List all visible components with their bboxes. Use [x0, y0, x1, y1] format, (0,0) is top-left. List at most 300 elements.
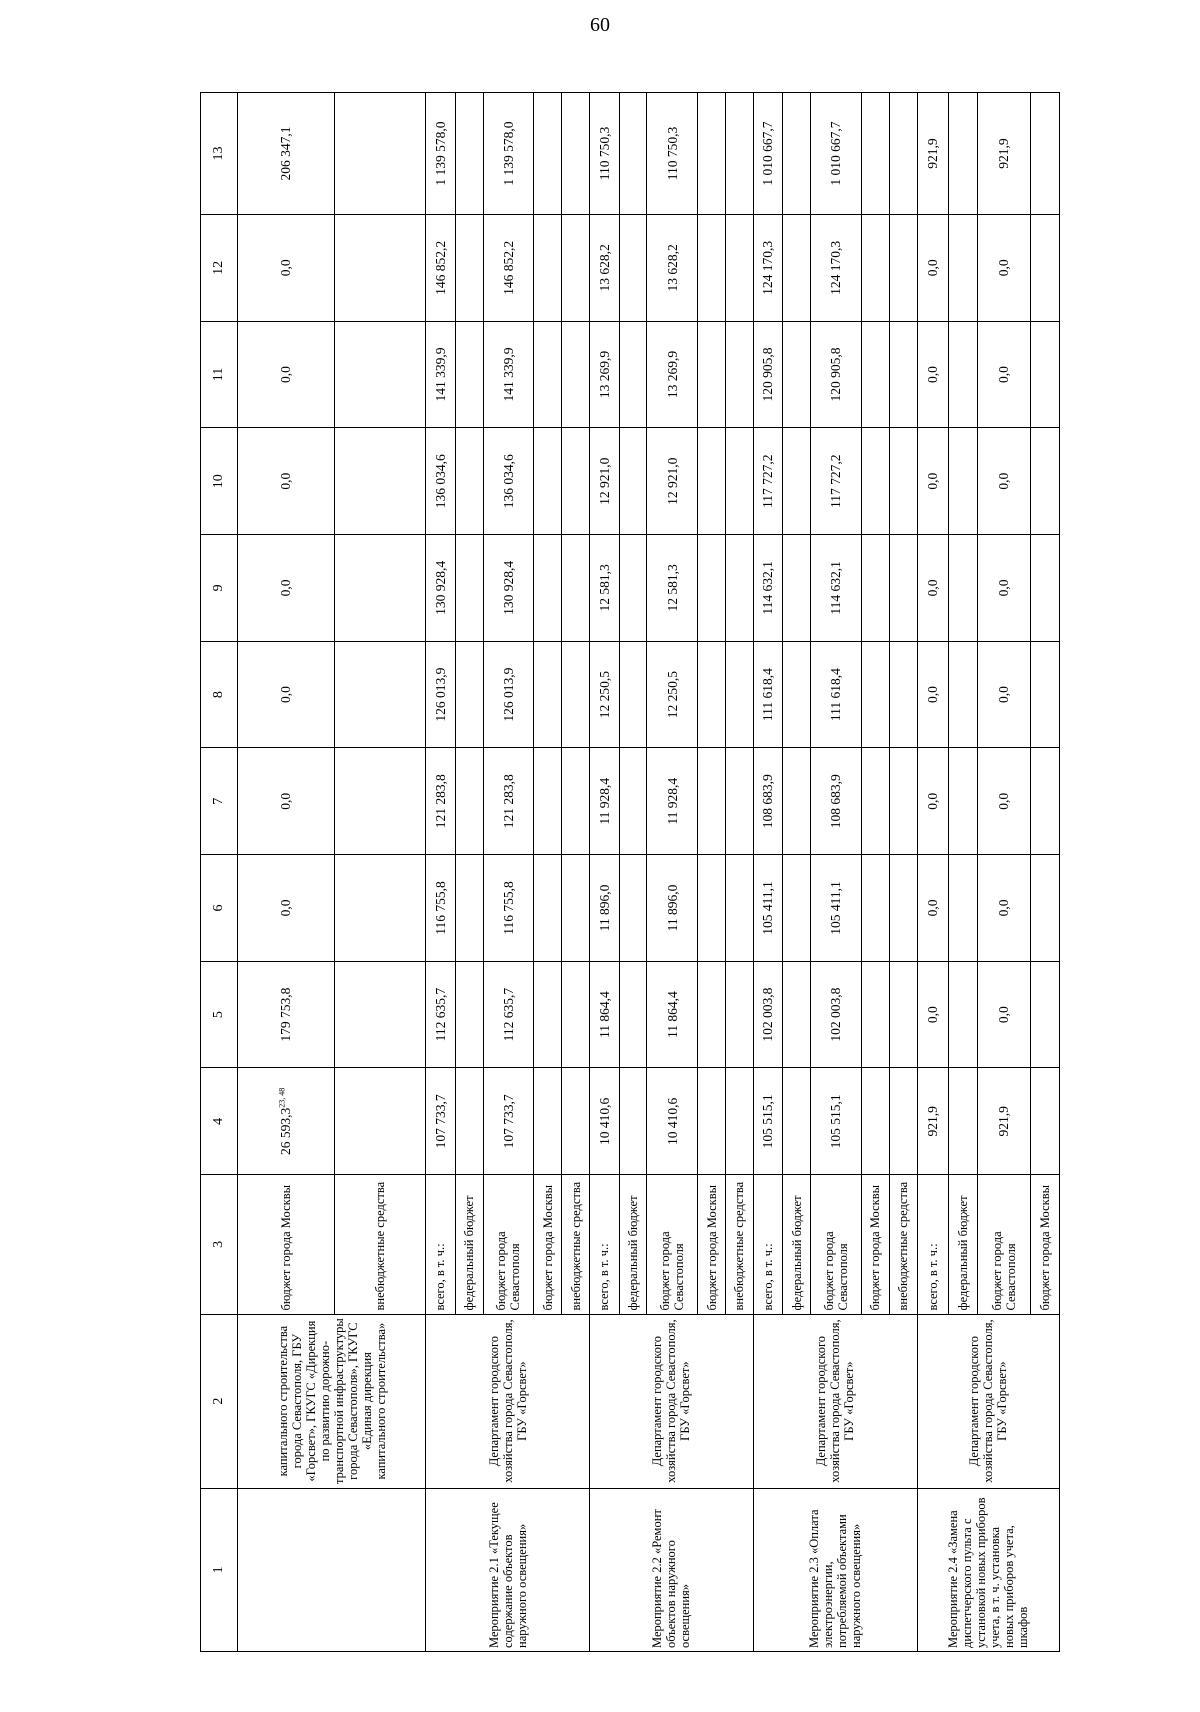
- value-cell-c5: [647, 961, 698, 1068]
- funding-source-cell: федеральный бюджет: [948, 1175, 977, 1314]
- value-cell-c8: [238, 641, 335, 748]
- value-text: 0,0: [278, 792, 294, 810]
- value-cell-c8: [948, 641, 977, 748]
- value-cell-c6: [861, 855, 889, 962]
- value-cell-c12: [889, 214, 917, 321]
- value-text: 126 013,9: [432, 667, 448, 722]
- value-cell-c12: [589, 214, 619, 321]
- column-header-11: 11: [201, 321, 238, 428]
- value-text: 206 347,1: [278, 126, 294, 181]
- value-cell-c8: [783, 641, 811, 748]
- value-text: 0,0: [996, 792, 1012, 810]
- value-cell-c11: [889, 321, 917, 428]
- value-text: 116 755,8: [432, 881, 448, 935]
- value-cell-c11: [534, 321, 562, 428]
- value-cell-c8: [811, 641, 862, 748]
- value-text: 13 269,9: [664, 350, 680, 399]
- header-row: [201, 93, 238, 1652]
- value-cell-c8: [753, 641, 783, 748]
- value-cell-c12: [619, 214, 647, 321]
- value-text: 0,0: [278, 899, 294, 917]
- value-text: 0,0: [996, 472, 1012, 490]
- value-cell-c13: [725, 93, 753, 215]
- value-text: 141 339,9: [432, 347, 448, 402]
- funding-source-cell: бюджет города Севастополя: [811, 1175, 862, 1314]
- column-header-3: 3: [201, 1175, 238, 1314]
- value-text: 921,9: [924, 138, 940, 169]
- value-cell-c4: [753, 1068, 783, 1175]
- value-cell-c6: [238, 855, 335, 962]
- funding-source-cell: всего, в т. ч.:: [426, 1175, 456, 1314]
- value-cell-c9: [238, 535, 335, 642]
- executor-cell: капитального строительства города Севастополя, ГБУ «Горсвет», ГКУГС «Дирекция по развитию дорожно-транспортной инфраструктуры города Севастополя», ГКУГС «Единая дирекция капитального строительства»: [238, 1314, 426, 1488]
- value-text: 105 515,1: [760, 1094, 776, 1149]
- value-cell-c13: [238, 93, 335, 215]
- value-text: 0,0: [924, 366, 940, 383]
- value-cell-c12: [455, 214, 483, 321]
- value-cell-c4: [483, 1068, 534, 1175]
- value-cell-c8: [562, 641, 590, 748]
- value-cell-c4: [589, 1068, 619, 1175]
- value-cell-c7: [238, 748, 335, 855]
- value-cell-c13: [783, 93, 811, 215]
- value-text: 105 515,1: [828, 1094, 844, 1149]
- value-cell-c9: [861, 535, 889, 642]
- funding-source-cell: бюджет города Москвы: [1030, 1175, 1059, 1314]
- value-cell-c7: [589, 748, 619, 855]
- value-cell-c10: [861, 428, 889, 535]
- measure-title-cell: [238, 1488, 426, 1651]
- value-cell-c6: [753, 855, 783, 962]
- value-cell-c4: [977, 1068, 1030, 1175]
- value-text: 921,9: [996, 1106, 1012, 1137]
- value-text: 0,0: [924, 792, 940, 810]
- value-cell-c4: [698, 1068, 726, 1175]
- value-cell-c13: [534, 93, 562, 215]
- value-cell-c9: [917, 535, 948, 642]
- value-cell-c6: [619, 855, 647, 962]
- value-cell-c13: [335, 93, 426, 215]
- funding-source-cell: всего, в т. ч.:: [753, 1175, 783, 1314]
- value-text: 121 283,8: [500, 774, 516, 829]
- value-cell-c6: [647, 855, 698, 962]
- value-text: 0,0: [278, 259, 294, 277]
- value-text: 108 683,9: [760, 774, 776, 829]
- value-cell-c5: [562, 961, 590, 1068]
- value-cell-c9: [335, 535, 426, 642]
- value-text: 130 928,4: [500, 560, 516, 615]
- value-cell-c13: [647, 93, 698, 215]
- value-text: 116 755,8: [500, 881, 516, 935]
- value-text: 12 250,5: [664, 670, 680, 719]
- value-cell-c8: [534, 641, 562, 748]
- table-row: [426, 93, 456, 1652]
- value-cell-c12: [811, 214, 862, 321]
- value-text: 105 411,1: [828, 881, 844, 935]
- value-cell-c5: [861, 961, 889, 1068]
- value-cell-c5: [619, 961, 647, 1068]
- value-text: 1 010 667,7: [828, 121, 844, 186]
- value-cell-c5: [238, 961, 335, 1068]
- value-cell-c11: [753, 321, 783, 428]
- value-text: 10 410,6: [596, 1097, 612, 1145]
- value-text: 0,0: [278, 366, 294, 383]
- value-text: 105 411,1: [760, 881, 776, 935]
- value-cell-c10: [783, 428, 811, 535]
- funding-source-cell: бюджет города Москвы: [861, 1175, 889, 1314]
- value-text: 12 921,0: [596, 457, 612, 505]
- value-cell-c12: [335, 214, 426, 321]
- column-header-2: 2: [201, 1314, 238, 1488]
- value-text: 0,0: [924, 1006, 940, 1024]
- value-cell-c12: [917, 214, 948, 321]
- value-cell-c4: [238, 1068, 335, 1175]
- value-cell-c12: [753, 214, 783, 321]
- value-cell-c13: [861, 93, 889, 215]
- value-cell-c8: [725, 641, 753, 748]
- value-cell-c8: [483, 641, 534, 748]
- funding-source-cell: внебюджетные средства: [562, 1175, 590, 1314]
- value-cell-c10: [238, 428, 335, 535]
- value-text: 114 632,1: [760, 561, 776, 615]
- value-text: 11 864,4: [664, 991, 680, 1039]
- value-text: 117 727,2: [760, 454, 776, 508]
- value-cell-c9: [1030, 535, 1059, 642]
- value-text: 124 170,3: [760, 240, 776, 295]
- value-text: 112 635,7: [432, 987, 448, 1042]
- value-text: 146 852,2: [432, 240, 448, 295]
- value-cell-c11: [483, 321, 534, 428]
- value-cell-c9: [455, 535, 483, 642]
- column-header-13: 13: [201, 93, 238, 215]
- value-cell-c8: [619, 641, 647, 748]
- table-row: [917, 93, 948, 1652]
- value-cell-c6: [977, 855, 1030, 962]
- value-text: 110 750,3: [596, 126, 612, 181]
- value-text: 179 753,8: [278, 987, 294, 1042]
- funding-source-cell: внебюджетные средства: [889, 1175, 917, 1314]
- value-cell-c10: [483, 428, 534, 535]
- value-text: 130 928,4: [432, 560, 448, 615]
- value-cell-c5: [948, 961, 977, 1068]
- value-cell-c7: [335, 748, 426, 855]
- value-cell-c12: [238, 214, 335, 321]
- value-text: 146 852,2: [500, 240, 516, 295]
- funding-source-cell: федеральный бюджет: [455, 1175, 483, 1314]
- value-cell-c4: [426, 1068, 456, 1175]
- column-header-1: 1: [201, 1488, 238, 1651]
- value-text: 10 410,6: [664, 1097, 680, 1145]
- value-text: 102 003,8: [828, 987, 844, 1042]
- value-cell-c7: [483, 748, 534, 855]
- value-cell-c7: [647, 748, 698, 855]
- value-text: 111 618,4: [828, 668, 844, 722]
- value-cell-c7: [455, 748, 483, 855]
- value-cell-c11: [589, 321, 619, 428]
- value-cell-c10: [977, 428, 1030, 535]
- measure-title-cell: Мероприятие 2.3 «Оплата электроэнергии, потребляемой объектами наружного освещения»: [753, 1488, 917, 1651]
- value-text: 117 727,2: [828, 454, 844, 508]
- value-cell-c4: [335, 1068, 426, 1175]
- value-cell-c10: [619, 428, 647, 535]
- value-cell-c8: [335, 641, 426, 748]
- value-cell-c10: [753, 428, 783, 535]
- value-cell-c13: [753, 93, 783, 215]
- value-cell-c11: [783, 321, 811, 428]
- value-cell-c8: [1030, 641, 1059, 748]
- value-text: 921,9: [924, 1106, 940, 1137]
- table-row: [589, 93, 619, 1652]
- value-cell-c12: [948, 214, 977, 321]
- value-text: 1 010 667,7: [760, 121, 776, 186]
- value-cell-c11: [811, 321, 862, 428]
- value-text: 11 928,4: [596, 777, 612, 825]
- value-cell-c10: [589, 428, 619, 535]
- value-cell-c7: [725, 748, 753, 855]
- value-cell-c5: [811, 961, 862, 1068]
- value-cell-c13: [948, 93, 977, 215]
- value-cell-c10: [426, 428, 456, 535]
- value-cell-c9: [783, 535, 811, 642]
- value-cell-c10: [889, 428, 917, 535]
- column-header-10: 10: [201, 428, 238, 535]
- value-text: 13 269,9: [596, 350, 612, 399]
- value-cell-c4: [562, 1068, 590, 1175]
- value-text: 11 896,0: [596, 884, 612, 932]
- value-text: 102 003,8: [760, 987, 776, 1042]
- value-cell-c7: [917, 748, 948, 855]
- value-text: 136 034,6: [432, 454, 448, 509]
- value-text: 136 034,6: [500, 454, 516, 509]
- column-header-5: 5: [201, 961, 238, 1068]
- value-cell-c7: [889, 748, 917, 855]
- column-header-4: 4: [201, 1068, 238, 1175]
- funding-source-cell: бюджет города Москвы: [698, 1175, 726, 1314]
- value-cell-c4: [725, 1068, 753, 1175]
- footnote-ref: 23, 48: [277, 1087, 287, 1108]
- funding-source-cell: бюджет города Севастополя: [647, 1175, 698, 1314]
- value-cell-c11: [455, 321, 483, 428]
- value-cell-c9: [483, 535, 534, 642]
- funding-source-cell: бюджет города Москвы: [534, 1175, 562, 1314]
- value-cell-c10: [811, 428, 862, 535]
- value-cell-c13: [619, 93, 647, 215]
- value-text: 114 632,1: [828, 561, 844, 615]
- value-cell-c7: [948, 748, 977, 855]
- value-cell-c4: [619, 1068, 647, 1175]
- value-cell-c6: [698, 855, 726, 962]
- value-cell-c9: [534, 535, 562, 642]
- value-text: 13 628,2: [664, 244, 680, 292]
- value-text: 0,0: [996, 366, 1012, 383]
- value-text: 0,0: [996, 579, 1012, 597]
- value-cell-c9: [562, 535, 590, 642]
- funding-source-cell: внебюджетные средства: [725, 1175, 753, 1314]
- value-text: 0,0: [278, 472, 294, 490]
- value-cell-c12: [562, 214, 590, 321]
- value-cell-c5: [917, 961, 948, 1068]
- value-cell-c11: [698, 321, 726, 428]
- column-header-12: 12: [201, 214, 238, 321]
- value-cell-c13: [917, 93, 948, 215]
- value-text: 12 250,5: [596, 670, 612, 719]
- value-cell-c4: [455, 1068, 483, 1175]
- value-cell-c9: [948, 535, 977, 642]
- value-text: 0,0: [924, 259, 940, 277]
- executor-cell: Департамент городского хозяйства города Севастополя, ГБУ «Горсвет»: [753, 1314, 917, 1488]
- value-cell-c7: [977, 748, 1030, 855]
- value-cell-c4: [917, 1068, 948, 1175]
- value-cell-c6: [889, 855, 917, 962]
- value-cell-c7: [698, 748, 726, 855]
- budget-table: [200, 92, 1060, 1652]
- value-cell-c5: [783, 961, 811, 1068]
- value-text: 0,0: [924, 899, 940, 917]
- value-cell-c9: [977, 535, 1030, 642]
- column-header-7: 7: [201, 748, 238, 855]
- value-cell-c9: [753, 535, 783, 642]
- measure-title-cell: Мероприятие 2.4 «Замена диспетчерского пульта с установкой новых приборов учета, в т. ч. установка новых приборов учета, шкафов: [917, 1488, 1059, 1651]
- value-text: 1 139 578,0: [500, 121, 516, 186]
- page-number: 60: [590, 14, 610, 36]
- value-cell-c4: [889, 1068, 917, 1175]
- value-cell-c9: [647, 535, 698, 642]
- value-cell-c13: [698, 93, 726, 215]
- value-text: 126 013,9: [500, 667, 516, 722]
- value-cell-c5: [455, 961, 483, 1068]
- value-cell-c10: [455, 428, 483, 535]
- value-text: 1 139 578,0: [432, 121, 448, 186]
- value-text: 26 593,3: [278, 1107, 294, 1155]
- value-text: 110 750,3: [664, 126, 680, 181]
- value-cell-c4: [811, 1068, 862, 1175]
- value-cell-c6: [811, 855, 862, 962]
- value-cell-c13: [589, 93, 619, 215]
- value-cell-c7: [619, 748, 647, 855]
- value-cell-c12: [647, 214, 698, 321]
- value-cell-c13: [562, 93, 590, 215]
- value-cell-c12: [426, 214, 456, 321]
- value-cell-c6: [917, 855, 948, 962]
- value-text: 0,0: [924, 579, 940, 597]
- value-text: 108 683,9: [828, 774, 844, 829]
- funding-source-cell: бюджет города Севастополя: [483, 1175, 534, 1314]
- value-cell-c6: [783, 855, 811, 962]
- value-text: 121 283,8: [432, 774, 448, 829]
- value-cell-c10: [948, 428, 977, 535]
- executor-cell: Департамент городского хозяйства города Севастополя, ГБУ «Горсвет»: [917, 1314, 1059, 1488]
- value-text: 0,0: [278, 579, 294, 597]
- value-cell-c13: [426, 93, 456, 215]
- value-cell-c6: [948, 855, 977, 962]
- value-text: 0,0: [996, 899, 1012, 917]
- value-cell-c10: [917, 428, 948, 535]
- funding-source-cell: федеральный бюджет: [619, 1175, 647, 1314]
- value-cell-c9: [589, 535, 619, 642]
- value-cell-c13: [1030, 93, 1059, 215]
- value-cell-c8: [455, 641, 483, 748]
- value-cell-c5: [753, 961, 783, 1068]
- value-cell-c8: [861, 641, 889, 748]
- value-text: 0,0: [924, 686, 940, 704]
- value-cell-c11: [335, 321, 426, 428]
- value-cell-c7: [426, 748, 456, 855]
- value-cell-c13: [977, 93, 1030, 215]
- funding-source-cell: бюджет города Севастополя: [977, 1175, 1030, 1314]
- value-cell-c9: [426, 535, 456, 642]
- value-text: 111 618,4: [760, 668, 776, 722]
- value-cell-c9: [811, 535, 862, 642]
- value-cell-c6: [1030, 855, 1059, 962]
- value-text: 0,0: [924, 472, 940, 490]
- value-cell-c13: [483, 93, 534, 215]
- table-row: [238, 93, 335, 1652]
- value-cell-c8: [698, 641, 726, 748]
- value-cell-c6: [483, 855, 534, 962]
- value-text: 0,0: [996, 1006, 1012, 1024]
- value-cell-c4: [861, 1068, 889, 1175]
- value-cell-c6: [335, 855, 426, 962]
- value-text: 0,0: [996, 259, 1012, 277]
- value-text: 0,0: [996, 686, 1012, 704]
- value-cell-c4: [948, 1068, 977, 1175]
- value-cell-c8: [889, 641, 917, 748]
- value-text: 11 928,4: [664, 777, 680, 825]
- value-cell-c10: [335, 428, 426, 535]
- value-cell-c8: [647, 641, 698, 748]
- value-cell-c7: [562, 748, 590, 855]
- value-cell-c11: [562, 321, 590, 428]
- value-cell-c11: [917, 321, 948, 428]
- funding-source-cell: всего, в т. ч.:: [589, 1175, 619, 1314]
- value-cell-c12: [783, 214, 811, 321]
- value-cell-c11: [619, 321, 647, 428]
- value-cell-c10: [1030, 428, 1059, 535]
- value-cell-c9: [889, 535, 917, 642]
- value-cell-c10: [647, 428, 698, 535]
- value-cell-c12: [534, 214, 562, 321]
- value-cell-c4: [534, 1068, 562, 1175]
- value-cell-c11: [1030, 321, 1059, 428]
- value-text: 13 628,2: [596, 244, 612, 292]
- value-cell-c7: [1030, 748, 1059, 855]
- value-cell-c5: [1030, 961, 1059, 1068]
- value-cell-c12: [977, 214, 1030, 321]
- value-cell-c10: [698, 428, 726, 535]
- value-cell-c7: [861, 748, 889, 855]
- executor-cell: Департамент городского хозяйства города Севастополя, ГБУ «Горсвет»: [426, 1314, 590, 1488]
- measure-title-cell: Мероприятие 2.1 «Текущее содержание объектов наружного освещения»: [426, 1488, 590, 1651]
- value-text: 107 733,7: [500, 1094, 516, 1149]
- value-cell-c5: [426, 961, 456, 1068]
- value-cell-c5: [335, 961, 426, 1068]
- value-cell-c7: [753, 748, 783, 855]
- value-text: 0,0: [278, 686, 294, 704]
- funding-source-cell: федеральный бюджет: [783, 1175, 811, 1314]
- value-text: 124 170,3: [828, 240, 844, 295]
- value-cell-c5: [483, 961, 534, 1068]
- value-text: 12 581,3: [596, 564, 612, 612]
- value-cell-c11: [647, 321, 698, 428]
- value-cell-c6: [455, 855, 483, 962]
- value-cell-c10: [534, 428, 562, 535]
- value-cell-c5: [725, 961, 753, 1068]
- value-cell-c11: [426, 321, 456, 428]
- measure-title-cell: Мероприятие 2.2 «Ремонт объектов наружного освещения»: [589, 1488, 753, 1651]
- value-cell-c6: [426, 855, 456, 962]
- value-cell-c12: [725, 214, 753, 321]
- value-cell-c4: [1030, 1068, 1059, 1175]
